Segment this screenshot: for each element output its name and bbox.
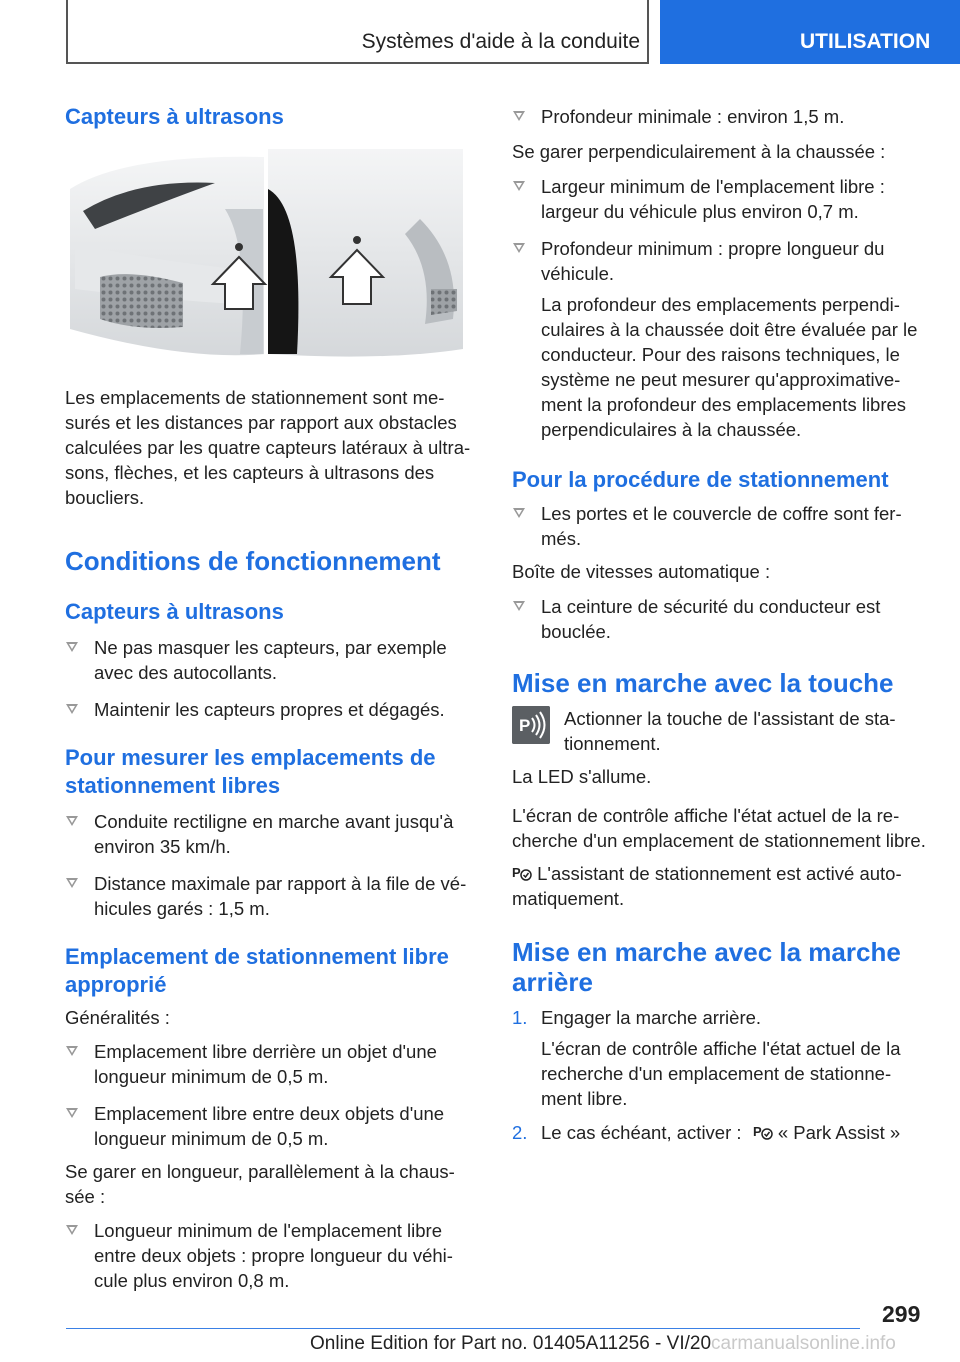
bullet-triangle-icon [66, 1046, 78, 1056]
bullet-triangle-icon [66, 1108, 78, 1118]
bullet-triangle-icon [66, 816, 78, 826]
park-assist-symbol-icon [512, 864, 532, 882]
screen-text: L'écran de contrôle affiche l'état actuel de la recherche d'un emplacement de stationnement libre. [512, 805, 926, 851]
button-instruction [512, 706, 926, 756]
step-number: 1. [512, 1007, 528, 1028]
bullet-triangle-icon [513, 243, 525, 253]
svg-text:P: P [752, 1124, 762, 1139]
heading-reverse: Mise en marche avec la marche arrière [512, 937, 901, 997]
list-item: Emplacement libre derrière un objet d'une longueur minimum de 0,5 m. [65, 1039, 477, 1089]
heading-button: Mise en marche avec la touche [512, 668, 894, 698]
list-item: Maintenir les capteurs propres et dégagés. [65, 697, 477, 722]
list-item: Conduite rectiligne en marche avant jusqu'à environ 35 km/h. [65, 809, 477, 859]
perp-note: La profondeur des emplacements perpendiculaires à la chaussée doit être évaluée par le conducteur. Pour des raisons techniques, le système ne peut mesurer qu'approximativement la profondeur des emplacements libres perpendiculaires à la chaussée. [541, 294, 918, 440]
right-column [512, 100, 926, 1145]
section-title: Systèmes d'aide à la conduite [361, 30, 640, 53]
button-text: Actionner la touche de l'assistant de stationnement. [564, 708, 896, 754]
bullet-triangle-icon [513, 601, 525, 611]
svg-text:P: P [519, 716, 531, 735]
step-item: 2. Le cas échéant, activer : P « Park Assist » [512, 1122, 901, 1143]
watermark: carmanualsonline.info [711, 1333, 896, 1354]
bullet-triangle-icon [513, 181, 525, 191]
heading-measure: Pour mesurer les emplacements de stationnement libres [65, 745, 436, 798]
list-item: Profondeur minimum : propre longueur du véhicule. [512, 236, 926, 286]
list-item: Les portes et le couvercle de coffre sont fermés. [512, 501, 926, 551]
step-number: 2. [512, 1122, 528, 1143]
intro-paragraph: Les emplacements de stationnement sont mesurés et les distances par rapport aux obstacles calculées par les quatre capteurs latéraux à ultrasons, flèches, et les capteurs à ultrasons des boucliers. [65, 387, 471, 508]
bullet-triangle-icon [513, 508, 525, 518]
list-item: La ceinture de sécurité du conducteur est bouclée. [512, 594, 926, 644]
heading-procedure: Pour la procédure de stationnement [512, 467, 889, 492]
list-item: Largeur minimum de l'emplacement libre : largeur du véhicule plus environ 0,7 m. [512, 174, 926, 224]
bullet-triangle-icon [66, 642, 78, 652]
list-item: Profondeur minimale : environ 1,5 m. [512, 104, 926, 129]
perp-label: Se garer perpendiculairement à la chaussée : [512, 141, 886, 162]
page-number: 299 [882, 1301, 921, 1327]
left-column [65, 100, 477, 1293]
bullet-triangle-icon [66, 878, 78, 888]
car-sensor-illustration [65, 149, 463, 371]
chapter-tab-label: UTILISATION [800, 30, 931, 53]
bullet-triangle-icon [66, 704, 78, 714]
list-item: Longueur minimum de l'emplacement libre entre deux objets : propre longueur du véhicule plus environ 0,8 m. [65, 1218, 477, 1293]
heading-suitable: Emplacement de stationnement libre approprié [65, 944, 449, 997]
heading-conditions: Conditions de fonctionnement [65, 546, 441, 576]
gearbox-label: Boîte de vitesses automatique : [512, 561, 771, 582]
led-text: La LED s'allume. [512, 766, 652, 787]
auto-activation-text: P L'assistant de stationnement est activé automatiquement. [512, 863, 902, 909]
step-item: 1. Engager la marche arrière. L'écran de contrôle affiche l'état actuel de la recherche d'un emplacement de stationnement libre. [512, 1005, 926, 1111]
front-bumper-view [70, 157, 265, 355]
park-assist-button-icon [512, 706, 550, 744]
footer-divider [66, 1328, 860, 1329]
step-subtext: L'écran de contrôle affiche l'état actuel de la recherche d'un emplacement de stationnement libre. [541, 1038, 901, 1109]
svg-text:P: P [512, 865, 521, 880]
heading-ultrasonic: Capteurs à ultrasons [65, 104, 284, 129]
bullet-triangle-icon [66, 1225, 78, 1235]
park-assist-symbol-icon [753, 1123, 773, 1141]
general-label: Généralités : [65, 1007, 170, 1028]
list-item: Ne pas masquer les capteurs, par exemple avec des autocollants. [65, 635, 477, 685]
chapter-tab [660, 0, 960, 64]
list-item: Distance maximale par rapport à la file de véhicules garés : 1,5 m. [65, 871, 477, 921]
list-item: Emplacement libre entre deux objets d'une longueur minimum de 0,5 m. [65, 1101, 477, 1151]
bullet-triangle-icon [513, 111, 525, 121]
footer-edition: Online Edition for Part no. 01405A11256 - VI/20carmanualsonline.info [310, 1333, 896, 1354]
side-bumper-view [268, 149, 463, 357]
heading-sensors: Capteurs à ultrasons [65, 599, 284, 624]
parallel-label: Se garer en longueur, parallèlement à la chaussée : [65, 1161, 455, 1207]
